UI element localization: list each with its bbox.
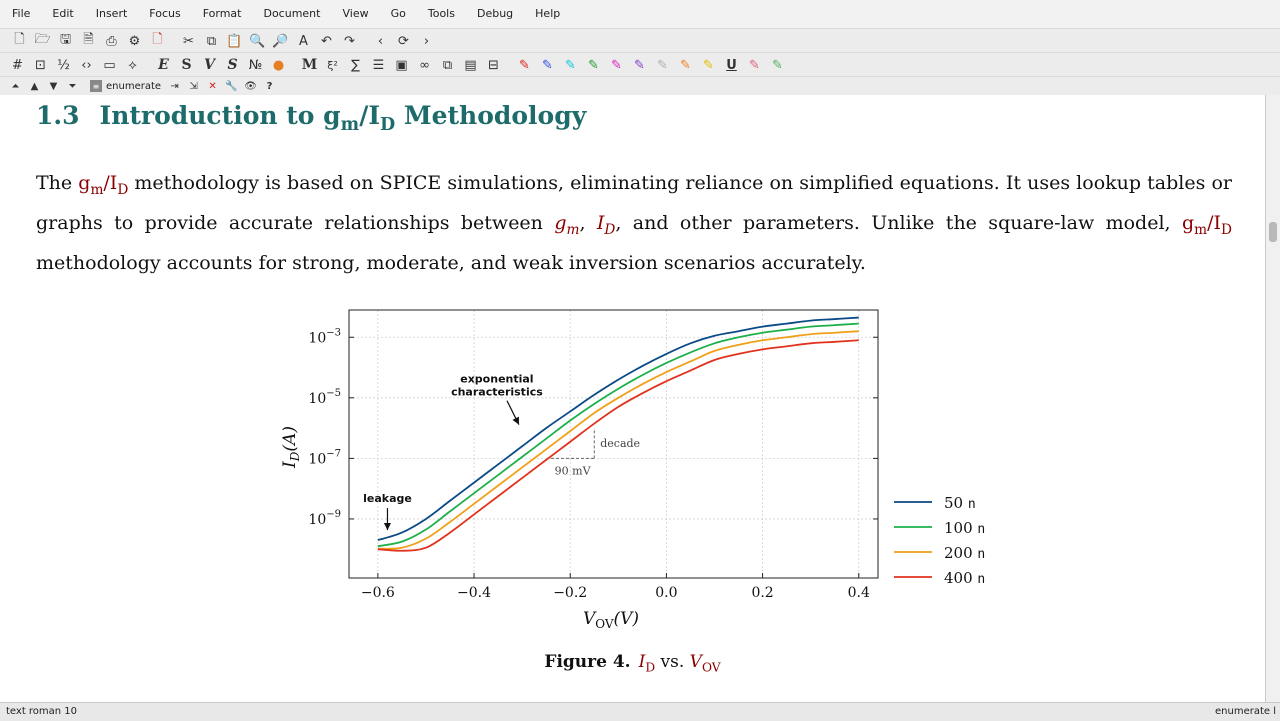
move-top-icon[interactable]: ⏶	[11, 80, 20, 92]
x-axis-label: $V_{OV}(V)$	[582, 609, 640, 631]
y-tick-label: $10^{-5}$	[308, 387, 341, 407]
exit-environment-icon[interactable]: ⇲	[189, 80, 198, 92]
caption-label: Figure 4.	[544, 652, 631, 672]
redo-icon[interactable]: ↷	[344, 33, 355, 49]
menu-insert[interactable]: Insert	[95, 7, 128, 20]
menu-bar	[0, 0, 1280, 28]
legend-label-50n: 50 n	[944, 494, 976, 512]
strike-icon[interactable]: ⟡	[128, 57, 137, 73]
id-inline: $I_D$	[596, 211, 616, 238]
figure-caption	[0, 652, 1265, 674]
menu-document[interactable]: Document	[263, 7, 321, 20]
y-tick-label: $10^{-7}$	[308, 448, 341, 468]
caption-vs: vs.	[655, 652, 690, 672]
legend-label-400n: 400 n	[944, 569, 986, 587]
x-tick-label: 0.4	[847, 585, 870, 601]
preferences-icon[interactable]: ⚙	[128, 33, 141, 49]
highlighter-yellow-icon[interactable]: ✎	[703, 57, 714, 73]
para-text: , and other parameters. Unlike the square-law model,	[615, 211, 1182, 234]
table-icon[interactable]: #	[12, 57, 23, 73]
annotation-exponential: exponential	[460, 372, 534, 386]
save-block-icon[interactable]: ▤	[464, 57, 477, 73]
x-tick-label: 0.0	[655, 585, 678, 601]
back-icon[interactable]: ‹	[377, 33, 384, 49]
main-toolbar	[0, 28, 1280, 53]
export-icon[interactable]: 🗎	[83, 32, 94, 47]
highlighter-green-icon[interactable]: ✎	[772, 57, 783, 73]
preview-icon[interactable]: 👁	[244, 80, 257, 92]
document-canvas[interactable]	[0, 95, 1266, 702]
highlighter-pink-icon[interactable]: ✎	[749, 57, 760, 73]
section-title-g: g	[323, 101, 341, 130]
strong-icon[interactable]: S	[181, 57, 192, 73]
vertical-scrollbar[interactable]	[1266, 95, 1280, 702]
text-box-icon[interactable]: ⊡	[35, 57, 46, 73]
environment-icon: ≡	[90, 80, 102, 92]
pen-cyan-icon[interactable]: ✎	[565, 57, 576, 73]
print-icon[interactable]: ⎙	[106, 33, 117, 49]
fraction-icon[interactable]: ½	[57, 57, 70, 73]
mv-label: 90 mV	[554, 464, 591, 478]
id-vs-vov-chart[interactable]	[270, 302, 1010, 642]
forward-icon[interactable]: ›	[423, 33, 430, 49]
list-icon[interactable]: ☰	[372, 57, 385, 73]
move-up-icon[interactable]: ▲	[30, 80, 39, 92]
paste-icon[interactable]: 📋	[226, 33, 243, 49]
menu-file[interactable]: File	[12, 7, 31, 20]
annotation-leakage: leakage	[363, 492, 412, 506]
y-tick-label: $10^{-9}$	[308, 508, 341, 528]
code-icon[interactable]: ‹›	[81, 57, 92, 73]
eraser-icon[interactable]: ✎	[657, 57, 668, 73]
environment-label[interactable]: enumerate	[106, 80, 162, 92]
move-bottom-icon[interactable]: ⏷	[68, 80, 77, 92]
menu-format[interactable]: Format	[202, 7, 242, 20]
refresh-icon[interactable]: ⟳	[398, 33, 409, 49]
open-document-icon[interactable]: 🗁	[34, 32, 51, 47]
script-icon[interactable]: ξ²	[327, 58, 338, 72]
caption-vov: $V_{OV}$	[689, 652, 721, 675]
body-paragraph[interactable]	[36, 167, 1232, 280]
x-tick-label: −0.2	[553, 585, 588, 601]
numero-icon[interactable]: №	[248, 57, 263, 73]
copy-icon[interactable]: ⧉	[206, 33, 217, 49]
speech-bubble-icon[interactable]: ▭	[103, 57, 116, 73]
menu-debug[interactable]: Debug	[476, 7, 514, 20]
section-title-prefix: Introduction to	[99, 101, 324, 130]
scrollbar-thumb[interactable]	[1269, 222, 1277, 242]
section-number: 1.3	[36, 101, 80, 130]
series-line-50n	[378, 318, 859, 541]
x-tick-label: 0.2	[751, 585, 774, 601]
chart-legend	[894, 494, 985, 587]
chart-ticks	[308, 327, 878, 601]
status-text-style: text roman 10	[6, 706, 78, 717]
menu-edit[interactable]: Edit	[52, 7, 74, 20]
undo-icon[interactable]: ↶	[321, 33, 332, 49]
para-text: The	[36, 172, 79, 194]
move-down-icon[interactable]: ▼	[49, 80, 58, 92]
menu-help[interactable]: Help	[535, 7, 561, 20]
image-icon[interactable]: ▣	[395, 57, 408, 73]
section-title-gsub: m	[340, 115, 360, 135]
replace-icon[interactable]: 🔎	[272, 33, 289, 49]
underline-icon[interactable]: U	[726, 57, 737, 73]
status-bar	[0, 702, 1280, 721]
emphasis-icon[interactable]: E	[158, 57, 169, 73]
section-heading[interactable]	[36, 101, 586, 135]
gm-id-inline: $g_m/I_D$	[78, 172, 129, 198]
para-text: methodology is based on SPICE simulations, eliminating reliance on simplified equations. It uses lookup tables or graphs to provide accurate relationships between	[36, 172, 1232, 234]
delete-environment-icon[interactable]: ✕	[208, 80, 217, 92]
y-axis-label: $I_D(A)$	[280, 426, 302, 468]
annotation-exponential: characteristics	[451, 385, 543, 399]
cut-icon[interactable]: ✂	[183, 33, 194, 49]
verbatim-icon[interactable]: V	[204, 57, 215, 73]
section-title-isub: D	[380, 115, 396, 135]
pen-blue-icon[interactable]: ✎	[542, 57, 553, 73]
copy-block-icon[interactable]: ⧉	[442, 57, 453, 73]
section-title-slash: /I	[359, 101, 381, 130]
para-text: ,	[579, 211, 597, 234]
math-icon[interactable]: M	[301, 57, 318, 73]
save-icon[interactable]: 🖫	[59, 32, 72, 47]
menu-go[interactable]: Go	[390, 7, 406, 20]
insert-item-icon[interactable]: ⇥	[170, 80, 179, 92]
x-tick-label: −0.6	[360, 585, 395, 601]
section-title-suffix: Methodology	[395, 101, 587, 130]
search-icon[interactable]: 🔍	[249, 33, 266, 49]
help-icon[interactable]: ?	[266, 80, 273, 92]
menu-view[interactable]: View	[342, 7, 369, 20]
y-tick-label: $10^{-3}$	[308, 327, 341, 347]
legend-label-200n: 200 n	[944, 544, 986, 562]
chart-series	[378, 318, 859, 551]
color-wheel-icon[interactable]: ●	[272, 57, 285, 73]
context-toolbar	[0, 76, 1280, 96]
format-toolbar	[0, 52, 1280, 77]
gm-inline: $g_m$	[554, 211, 580, 238]
pen-magenta-icon[interactable]: ✎	[611, 57, 622, 73]
x-tick-label: −0.4	[457, 585, 492, 601]
terminal-icon[interactable]: ⊟	[488, 57, 499, 73]
new-document-icon[interactable]: 🗋	[14, 32, 25, 47]
menu-focus[interactable]: Focus	[149, 7, 181, 20]
para-text: methodology accounts for strong, moderate, and weak inversion scenarios accurately.	[36, 251, 866, 274]
menu-tools[interactable]: Tools	[427, 7, 455, 20]
wrench-icon[interactable]: 🔧	[225, 80, 238, 92]
math-sum-icon[interactable]: ∑	[351, 57, 360, 73]
pen-orange-icon[interactable]: ✎	[680, 57, 691, 73]
caption-id: $I_D$	[638, 652, 656, 675]
gm-id-inline: $g_m/I_D$	[1181, 211, 1232, 238]
spell-icon[interactable]: A	[299, 33, 308, 49]
decade-label: decade	[600, 437, 641, 451]
chart-annotations	[363, 373, 640, 530]
sans-icon[interactable]: S	[227, 57, 238, 73]
pen-green-icon[interactable]: ✎	[588, 57, 599, 73]
pen-red-icon[interactable]: ✎	[519, 57, 530, 73]
series-line-100n	[378, 324, 859, 547]
status-context: enumerate l	[1215, 706, 1276, 717]
pen-purple-icon[interactable]: ✎	[634, 57, 645, 73]
annotation-exponential-arrow	[507, 401, 519, 425]
close-document-icon[interactable]: 🗋	[152, 32, 163, 47]
legend-label-100n: 100 n	[944, 519, 986, 537]
link-icon[interactable]: ∞	[419, 57, 430, 73]
